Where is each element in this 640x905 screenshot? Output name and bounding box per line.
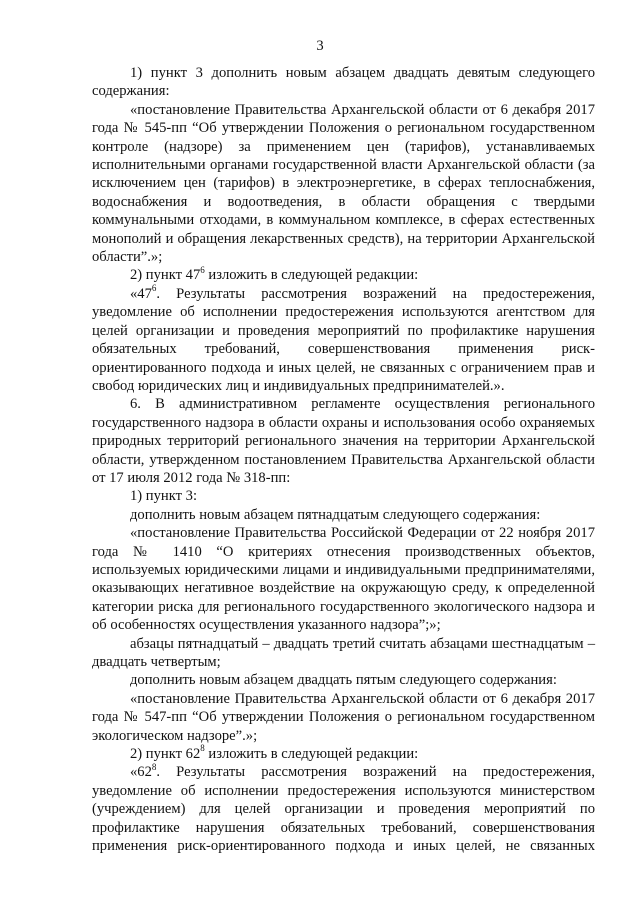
paragraph-renumber: абзацы пятнадцатый – двадцать третий считать абзацами шестнадцатым – двадцать четвертым; xyxy=(92,635,595,670)
text-segment: . Результаты рассмотрения возражений на предостережения, уведомление об исполнении предостережения используются министерством (учреждением) для целей организации и проведения мероприятий по профилактике нарушения обязательных требований, совершенствования применения риск-ориентированного подхода и иных целей, не связанных xyxy=(92,764,595,855)
paragraph-item-1: 1) пункт 3 дополнить новым абзацем двадцать девятым следующего содержания: xyxy=(92,65,595,100)
text-segment: изложить в следующей редакции: xyxy=(204,746,419,763)
superscript: 6 xyxy=(151,283,157,294)
superscript: 8 xyxy=(200,743,205,754)
paragraph-add-15: дополнить новым абзацем пятнадцатым следующего содержания: xyxy=(130,506,541,523)
paragraph-quote-resolution-1410: «постановление Правительства Российской Федерации от 22 ноября 2017 года № 1410 “О критериях отнесения производственных объектов, используемых юридическими лицами и индивидуальными предпринимателями, оказывающих негативное воздействие на окружающую среду, к определенной категории риска для регионального государственного экологического надзора и об особенностях осуществления указанного надзора”;»; xyxy=(92,525,595,634)
paragraph-quote-47-6 xyxy=(92,285,595,395)
text-segment: изложить в следующей редакции: xyxy=(204,267,419,284)
text-segment: 2) пункт 47 xyxy=(130,267,201,284)
text-segment: «62 xyxy=(130,764,152,781)
text-segment: . Результаты рассмотрения возражений на предостережения, уведомление об исполнении предостережения используются агентством для целей организации и проведения мероприятий по профилактике нарушения обязательных требований, совершенствования применения риск-ориентированного подхода и иных целей, не связанных с ограничением прав и свобод юридических лиц и индивидуальных предпринимателей.». xyxy=(92,285,595,394)
paragraph-item-2 xyxy=(92,266,595,284)
page-number: 3 xyxy=(316,38,324,54)
superscript: 6 xyxy=(200,264,205,275)
paragraph-quote-resolution-545: «постановление Правительства Архангельской области от 6 декабря 2017 года № 545-пп “Об утверждении Положения о региональном государственном контроле (надзоре) за применением цен (тарифов), устанавливаемых исполнительными органами государственной власти Архангельской области (за исключением цен (тарифов) в электроэнергетике, в сферах теплоснабжения, водоснабжения и водоотведения, в области обращения с твердыми коммунальными отходами, в коммунальном комплексе, в сферах естественных монополий и обращения лекарственных средств), на территории Архангельской области”.»; xyxy=(92,101,595,266)
document-body xyxy=(92,64,595,855)
text-segment: 2) пункт 62 xyxy=(130,746,201,763)
paragraph-quote-resolution-547: «постановление Правительства Архангельской области от 6 декабря 2017 года № 547-пп “Об утверждении Положения о региональном государственном экологическом надзоре”.»; xyxy=(92,690,595,744)
paragraph-quote-62-8 xyxy=(92,763,595,855)
paragraph-add-25: дополнить новым абзацем двадцать пятым следующего содержания: xyxy=(130,672,557,689)
superscript: 8 xyxy=(151,761,157,772)
paragraph-item-2-62-8 xyxy=(92,745,595,763)
paragraph-section-6: 6. В административном регламенте осуществления регионального государственного надзора в области охраны и использования особо охраняемых природных территорий регионального значения на территории Архангельской области, утвержденном постановлением Правительства Архангельской области от 17 июля 2012 года № 318-пп: xyxy=(92,396,595,486)
paragraph-item-1-point-3: 1) пункт 3: xyxy=(130,488,197,505)
text-segment: «47 xyxy=(130,285,152,302)
